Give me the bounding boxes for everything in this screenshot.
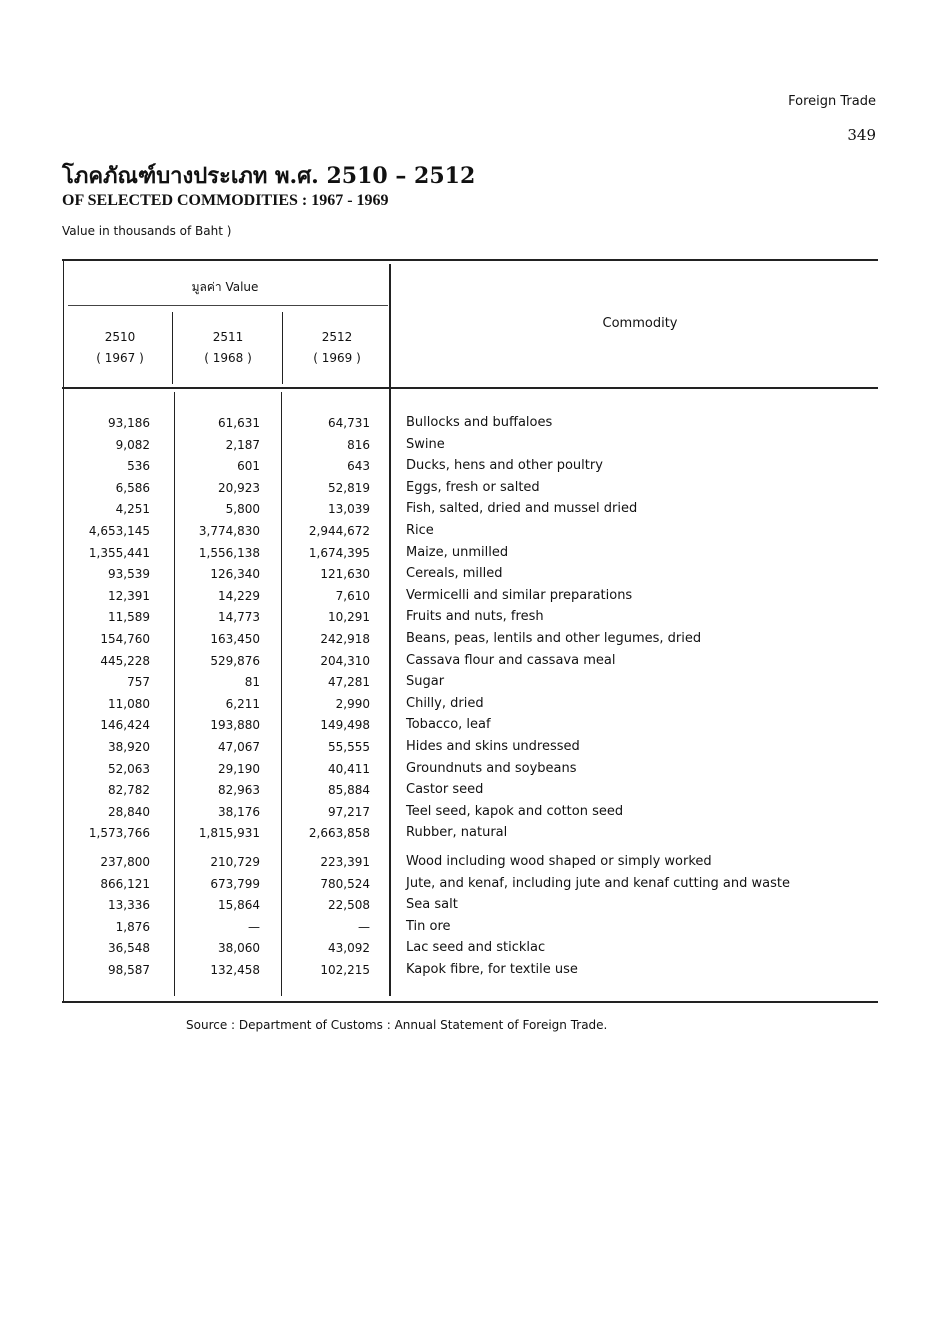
cell-commodity: Maize, unmilled (406, 544, 509, 560)
cell-value-2512: 816 (347, 437, 370, 452)
value-header: มูลค่า Value (191, 280, 259, 294)
cell-value-2510: 11,080 (108, 696, 150, 711)
cell-value-2511: 82,963 (218, 783, 260, 798)
cell-value-2510: 13,336 (108, 898, 150, 913)
cell-commodity: Sea salt (406, 897, 458, 913)
table-title-thai: โภคภัณฑ์บางประเภท พ.ศ. 2510 – 2512 (62, 163, 476, 189)
page-number: 349 (847, 126, 876, 144)
cell-value-2512: 97,217 (328, 804, 370, 819)
cell-commodity: Swine (406, 436, 445, 452)
cell-value-2512: 52,819 (328, 480, 370, 495)
cell-value-2510: 11,589 (108, 610, 150, 625)
column-header-1969: ( 1969 ) (313, 351, 361, 365)
cell-value-2512: 40,411 (328, 761, 370, 776)
cell-commodity: Sugar (406, 674, 445, 690)
section-title: Foreign Trade (788, 94, 876, 109)
cell-value-2511: 163,450 (210, 632, 260, 646)
cell-value-2510: 52,063 (108, 761, 150, 776)
table-top-rule (62, 259, 878, 261)
cell-value-2511: 126,340 (210, 567, 260, 582)
cell-value-2511: — (248, 919, 260, 934)
cell-value-2511: 193,880 (210, 718, 260, 733)
cell-commodity: Castor seed (406, 782, 484, 798)
cell-value-2511: 529,876 (210, 653, 260, 668)
cell-commodity: Wood including wood shaped or simply worked (406, 854, 712, 869)
cell-commodity: Eggs, fresh or salted (406, 479, 540, 495)
cell-value-2511: 3,774,830 (198, 524, 260, 538)
cell-value-2511: 673,799 (210, 876, 260, 891)
cell-commodity: Vermicelli and similar preparations (406, 587, 633, 603)
cell-value-2511: 2,187 (225, 437, 260, 452)
cell-value-2510: 1,573,766 (88, 826, 150, 841)
col-divider-2 (282, 312, 283, 384)
cell-value-2511: 1,815,931 (198, 826, 260, 841)
column-header-2512: 2512 (321, 330, 353, 344)
cell-value-2512: 102,215 (320, 963, 370, 977)
cell-value-2512: 204,310 (320, 653, 370, 668)
cell-value-2510: 757 (127, 675, 150, 690)
cell-value-2512: 223,391 (320, 855, 370, 869)
cell-value-2512: 43,092 (328, 941, 370, 956)
cell-value-2510: 866,121 (100, 876, 150, 891)
cell-commodity: Cassava flour and cassava meal (406, 652, 616, 668)
column-header-2511: 2511 (212, 330, 244, 344)
column-header-2510: 2510 (104, 330, 136, 344)
source-note: Source : Department of Customs : Annual Statement of Foreign Trade. (186, 1018, 608, 1032)
cell-value-2512: 1,674,395 (308, 545, 370, 560)
cell-value-2512: 2,990 (335, 696, 370, 711)
cell-value-2512: 47,281 (328, 675, 370, 690)
table-bottom-rule (62, 1001, 878, 1003)
cell-commodity: Groundnuts and soybeans (406, 760, 577, 776)
cell-value-2510: 38,920 (108, 740, 150, 754)
cell-value-2511: 132,458 (210, 963, 260, 977)
col-divider-1 (172, 312, 173, 384)
cell-value-2512: 149,498 (320, 718, 370, 733)
cell-value-2512: 10,291 (328, 610, 370, 625)
table-left-rule (63, 259, 64, 1001)
cell-value-2510: 93,186 (108, 416, 150, 430)
cell-value-2511: 47,067 (218, 740, 260, 754)
cell-commodity: Tin ore (406, 918, 451, 934)
col-divider-2-body (281, 392, 282, 996)
cell-value-2510: 93,539 (108, 567, 150, 582)
col-divider-1-body (174, 392, 175, 996)
cell-value-2512: 13,039 (328, 502, 370, 517)
cell-value-2512: — (358, 919, 370, 934)
cell-commodity: Kapok fibre, for textile use (406, 962, 578, 977)
cell-value-2510: 12,391 (108, 588, 150, 603)
cell-value-2511: 5,800 (225, 502, 260, 517)
cell-commodity: Rice (406, 523, 434, 538)
cell-commodity: Tobacco, leaf (406, 717, 491, 733)
column-header-1968: ( 1968 ) (204, 351, 252, 365)
cell-commodity: Teel seed, kapok and cotton seed (406, 803, 624, 819)
cell-value-2512: 7,610 (335, 588, 370, 603)
cell-commodity: Bullocks and buffaloes (406, 415, 553, 430)
cell-value-2511: 29,190 (218, 761, 260, 776)
cell-value-2512: 64,731 (328, 416, 370, 430)
cell-value-2512: 55,555 (328, 740, 370, 754)
cell-value-2510: 36,548 (108, 941, 150, 956)
cell-commodity: Jute, and kenaf, including jute and kenaf cutting and waste (406, 875, 790, 891)
cell-value-2510: 146,424 (100, 718, 150, 733)
cell-value-2512: 2,663,858 (308, 826, 370, 841)
cell-value-2511: 210,729 (210, 855, 260, 869)
cell-value-2510: 4,251 (115, 502, 150, 517)
cell-value-2510: 445,228 (100, 653, 150, 668)
cell-value-2512: 242,918 (320, 632, 370, 646)
cell-value-2510: 536 (127, 459, 150, 474)
cell-value-2512: 780,524 (320, 876, 370, 891)
cell-value-2511: 15,864 (218, 898, 260, 913)
cell-value-2510: 1,355,441 (88, 545, 150, 560)
table-title-english: OF SELECTED COMMODITIES : 1967 - 1969 (62, 192, 389, 209)
cell-value-2511: 81 (244, 675, 260, 690)
cell-value-2511: 14,229 (218, 588, 260, 603)
cell-value-2511: 601 (237, 459, 260, 474)
cell-value-2511: 1,556,138 (198, 545, 260, 560)
cell-value-2511: 6,211 (225, 696, 260, 711)
cell-value-2510: 9,082 (115, 437, 150, 452)
cell-value-2510: 154,760 (100, 632, 150, 646)
cell-value-2510: 6,586 (115, 480, 150, 495)
cell-value-2510: 1,876 (115, 919, 150, 934)
cell-value-2511: 38,060 (218, 941, 260, 956)
cell-value-2510: 82,782 (108, 783, 150, 798)
commodity-header: Commodity (602, 316, 678, 331)
value-header-rule (68, 305, 388, 306)
cell-value-2511: 14,773 (218, 610, 260, 625)
cell-value-2512: 22,508 (328, 898, 370, 913)
cell-commodity: Lac seed and sticklac (406, 940, 546, 956)
cell-commodity: Hides and skins undressed (406, 739, 580, 754)
cell-value-2512: 2,944,672 (308, 524, 370, 538)
column-header-1967: ( 1967 ) (96, 351, 144, 365)
cell-commodity: Cereals, milled (406, 566, 503, 582)
units-note: Value in thousands of Baht ) (62, 224, 232, 238)
cell-commodity: Fish, salted, dried and mussel dried (406, 501, 638, 517)
cell-value-2510: 98,587 (108, 963, 150, 977)
cell-value-2512: 85,884 (328, 783, 370, 798)
cell-value-2511: 20,923 (218, 480, 260, 495)
cell-commodity: Chilly, dried (406, 695, 484, 711)
cell-commodity: Rubber, natural (406, 825, 508, 841)
cell-commodity: Beans, peas, lentils and other legumes, dried (406, 631, 702, 646)
cell-commodity: Fruits and nuts, fresh (406, 609, 544, 625)
cell-value-2510: 28,840 (108, 804, 150, 819)
cell-value-2512: 643 (347, 459, 370, 474)
cell-commodity: Ducks, hens and other poultry (406, 458, 603, 474)
header-bottom-rule (62, 387, 878, 389)
cell-value-2512: 121,630 (320, 567, 370, 582)
cell-value-2510: 4,653,145 (88, 524, 150, 538)
col-divider-3 (389, 264, 391, 996)
cell-value-2511: 38,176 (218, 804, 260, 819)
cell-value-2511: 61,631 (218, 416, 260, 430)
cell-value-2510: 237,800 (100, 855, 150, 869)
